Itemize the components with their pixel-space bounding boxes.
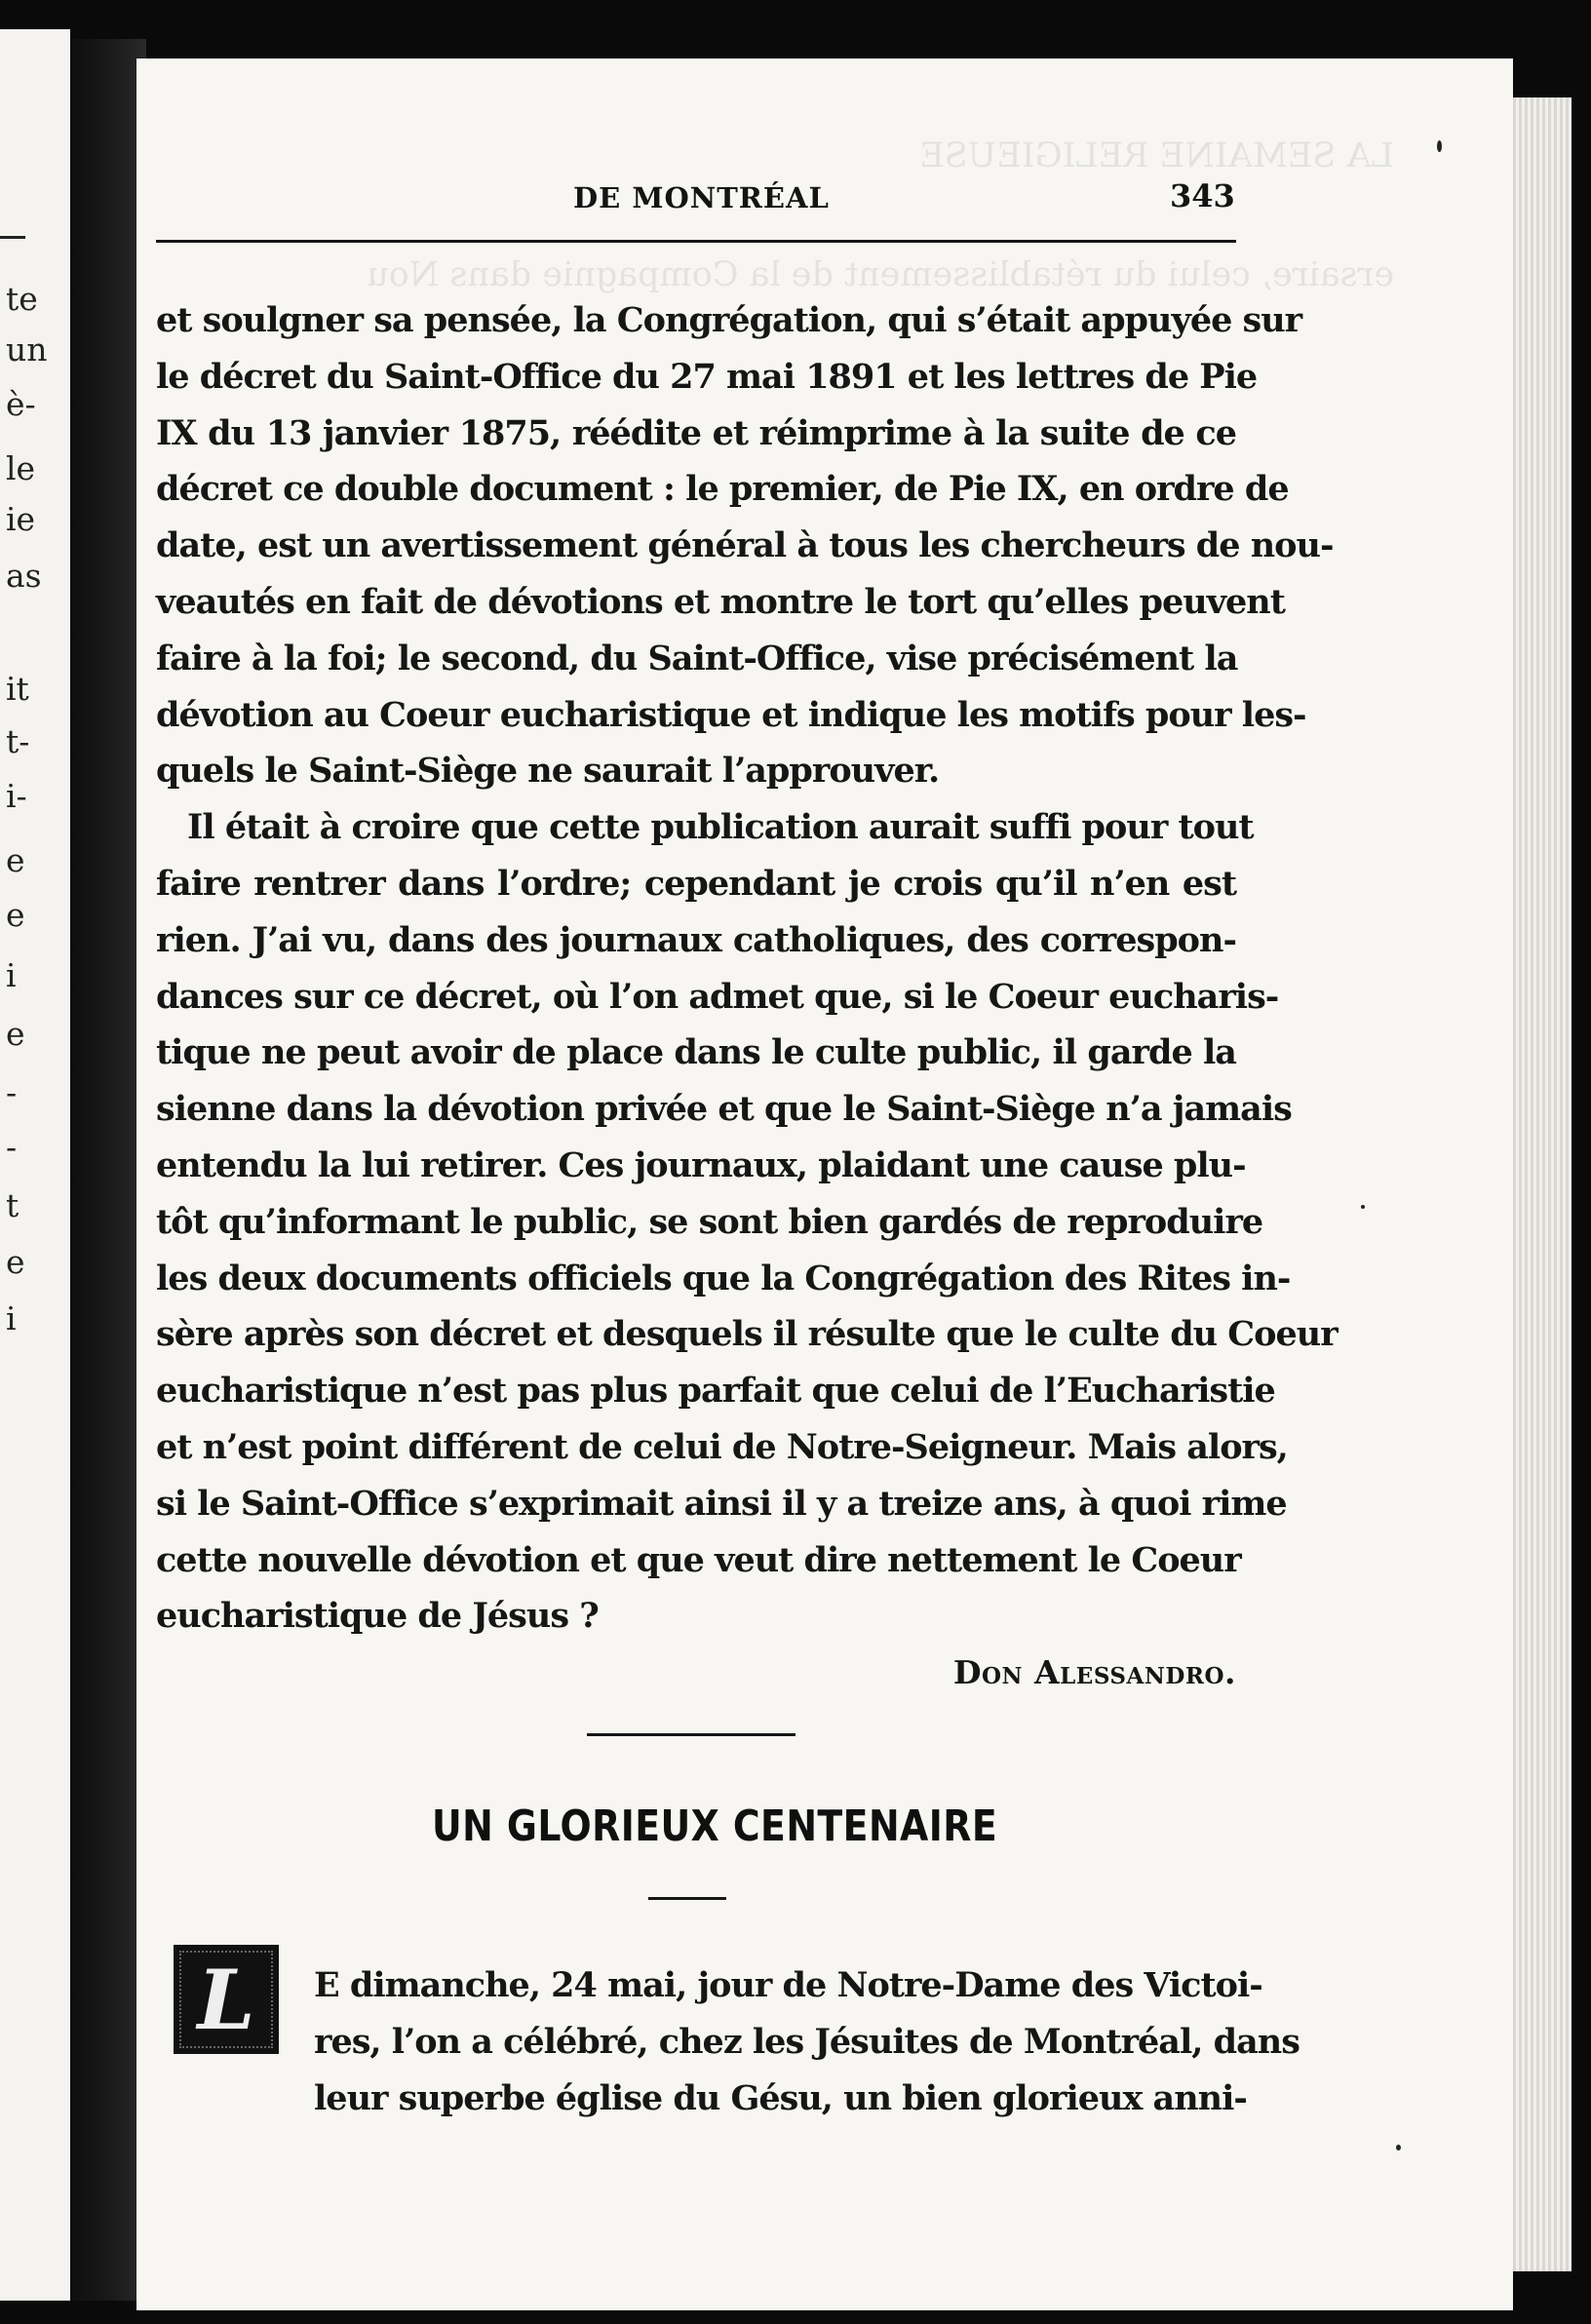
text-line: et n’est point différent de celui de Notre-Seigneur. Mais alors, [156, 1426, 1288, 1467]
left-page-fragment: as [6, 557, 42, 595]
text-line: Il était à croire que cette publication aurait suffi pour tout [187, 807, 1254, 848]
paragraph-2 [156, 799, 1254, 856]
author-signature: Don Alessandro. [952, 1653, 1236, 1691]
text-line: sienne dans la dévotion privée et que le Saint-Siège n’a jamais [156, 1089, 1292, 1130]
text-line: faire à la foi; le second, du Saint-Office, vise précisément la [156, 638, 1238, 678]
text-line: res, l’on a célébré, chez les Jésuites de Montréal, dans [314, 2021, 1300, 2062]
left-page-fragment: e [6, 841, 25, 879]
text-line: eucharistique de Jésus ? [156, 1596, 599, 1637]
header-rule [156, 240, 1236, 243]
text-line: dévotion au Coeur eucharistique et indique les motifs pour les- [156, 694, 1306, 735]
left-page-fragment: t [6, 1186, 19, 1224]
text-line: le décret du Saint-Office du 27 mai 1891 et les lettres de Pie [156, 356, 1258, 397]
left-page-fragment: e [6, 1243, 25, 1281]
left-page-fragment: e [6, 1015, 25, 1053]
paragraph-1 [156, 292, 1334, 799]
page-stack-edge [1513, 97, 1572, 2271]
left-page-fragment: è- [6, 385, 36, 423]
text-line: cette nouvelle dévotion et que veut dire nettement le Coeur [156, 1539, 1241, 1580]
left-page-fragment: - [6, 1128, 18, 1166]
text-line: sère après son décret et desquels il résulte que le culte du Coeur [156, 1314, 1338, 1355]
text-line: IX du 13 janvier 1875, réédite et réimprime à la suite de ce [156, 412, 1236, 453]
left-page-fragment: ie [6, 500, 36, 538]
section-body [314, 1957, 1300, 2126]
section-separator [587, 1733, 796, 1736]
left-page-fragment: - [6, 1073, 18, 1111]
left-page-rule [0, 236, 25, 239]
scan-speck [1396, 2145, 1401, 2150]
text-line: décret ce double document : le premier, de Pie IX, en ordre de [156, 469, 1289, 510]
text-line: eucharistique n’est pas plus parfait que celui de l’Eucharistie [156, 1371, 1275, 1412]
drop-cap: L [174, 1945, 279, 2054]
text-line: tique ne peut avoir de place dans le culte public, il garde la [156, 1032, 1236, 1073]
article-body [156, 292, 1338, 1645]
title-rule [648, 1897, 726, 1900]
text-line: entendu la lui retirer. Ces journaux, plaidant une cause plu- [156, 1144, 1246, 1185]
text-line: les deux documents officiels que la Congrégation des Rites in- [156, 1258, 1291, 1298]
text-line: quels le Saint-Siège ne saurait l’approuver. [156, 751, 940, 792]
left-page-fragment: t- [6, 722, 30, 760]
left-page-fragment: un [6, 330, 48, 368]
text-line: faire rentrer dans l’ordre; cependant je crois qu’il n’en est [156, 863, 1236, 904]
left-page-fragment: i [6, 1299, 17, 1337]
text-line: rien. J’ai vu, dans des journaux catholiques, des correspon- [156, 919, 1236, 960]
left-page-edge [0, 29, 70, 2301]
left-page-fragment: e [6, 896, 25, 934]
section-title: UN GLORIEUX CENTENAIRE [432, 1801, 998, 1851]
bleed-through-header: LA SEMAINE RELIGIEUSE [919, 136, 1394, 175]
text-line: veautés en fait de dévotions et montre le tort qu’elles peuvent [156, 581, 1285, 622]
left-page-fragment: i- [6, 777, 27, 815]
left-page-fragment: it [6, 670, 29, 708]
text-line: E dimanche, 24 mai, jour de Notre-Dame des Victoi- [314, 1965, 1262, 2005]
left-page-fragment: le [6, 449, 36, 487]
left-page-fragment: te [6, 280, 38, 318]
page-number: 343 [1170, 177, 1235, 214]
scan-speck [1437, 140, 1442, 152]
bleed-through-text: ersaire, celui du rétablissement de la Compagnie dans Nou [367, 255, 1394, 294]
scan-speck [1361, 1205, 1365, 1209]
text-line: dances sur ce décret, où l’on admet que, si le Coeur eucharis- [156, 976, 1279, 1017]
book-gutter [70, 39, 146, 2301]
text-line: leur superbe église du Gésu, un bien glorieux anni- [314, 2077, 1247, 2118]
text-line: tôt qu’informant le public, se sont bien gardés de reproduire [156, 1201, 1263, 1242]
text-line: si le Saint-Office s’exprimait ainsi il y a treize ans, à quoi rime [156, 1483, 1287, 1524]
left-page-fragment: i [6, 956, 17, 994]
text-line: date, est un avertissement général à tous les chercheurs de nou- [156, 525, 1334, 566]
running-title: DE MONTRÉAL [573, 181, 830, 214]
paragraph-2-cont [156, 856, 1338, 1645]
text-line: et soulgner sa pensée, la Congrégation, qui s’était appuyée sur [156, 300, 1302, 340]
